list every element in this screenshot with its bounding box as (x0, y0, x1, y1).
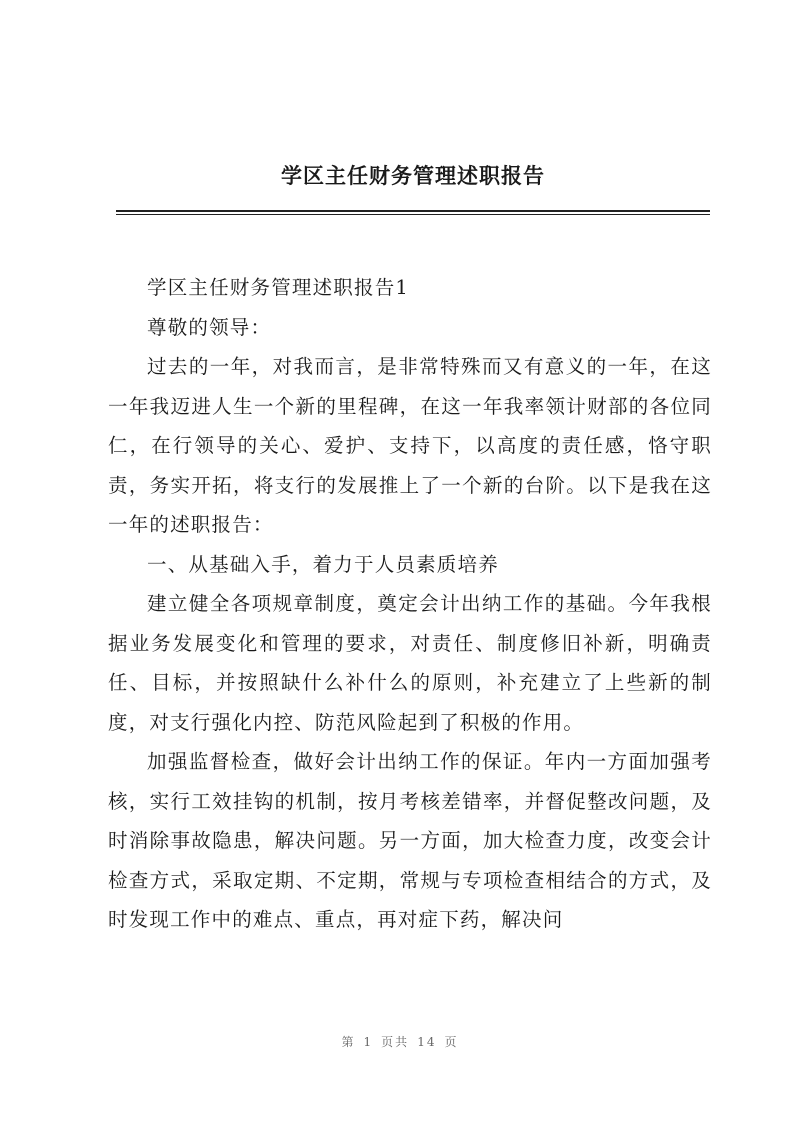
body-paragraph: 加强监督检查，做好会计出纳工作的保证。年内一方面加强考核，实行工效挂钩的机制，按月考核差错率，并督促整改问题，及时消除事故隐患，解决问题。另一方面，加大检查力度，改变会计检查方式，采取定期、不定期，常规与专项检查相结合的方式，及时发现工作中的难点、重点，再对症下药，解决问 (108, 750, 712, 931)
footer-middle: 页共 (381, 1035, 410, 1049)
body-paragraph: 建立健全各项规章制度，奠定会计出纳工作的基础。今年我根据业务发展变化和管理的要求，对责任、制度修旧补新，明确责任、目标，并按照缺什么补什么的原则，补充建立了上些新的制度，对支行强化内控、防范风险起到了积极的作用。 (108, 592, 712, 734)
title-divider (116, 210, 710, 215)
salutation: 尊敬的领导： (147, 315, 272, 339)
footer-total-pages: 14 (417, 1035, 437, 1049)
footer-prefix: 第 (341, 1035, 356, 1049)
body-paragraph: 过去的一年，对我而言，是非常特殊而又有意义的一年，在这一年我迈进人生一个新的里程碑，在这一年我率领计财部的各位同仁，在行领导的关心、爱护、支持下，以高度的责任感，恪守职责，务实开拓，将支行的发展推上了一个新的台阶。以下是我在这一年的述职报告： (108, 355, 712, 536)
document-title: 学区主任财务管理述职报告 (281, 164, 545, 188)
report-heading: 学区主任财务管理述职报告1 (147, 276, 410, 299)
section-heading: 一、从基础入手，着力于人员素质培养 (147, 552, 499, 576)
footer-page-number: 1 (363, 1035, 374, 1049)
footer-suffix: 页 (444, 1035, 459, 1049)
page-footer (0, 1033, 800, 1050)
document-body (108, 268, 712, 940)
